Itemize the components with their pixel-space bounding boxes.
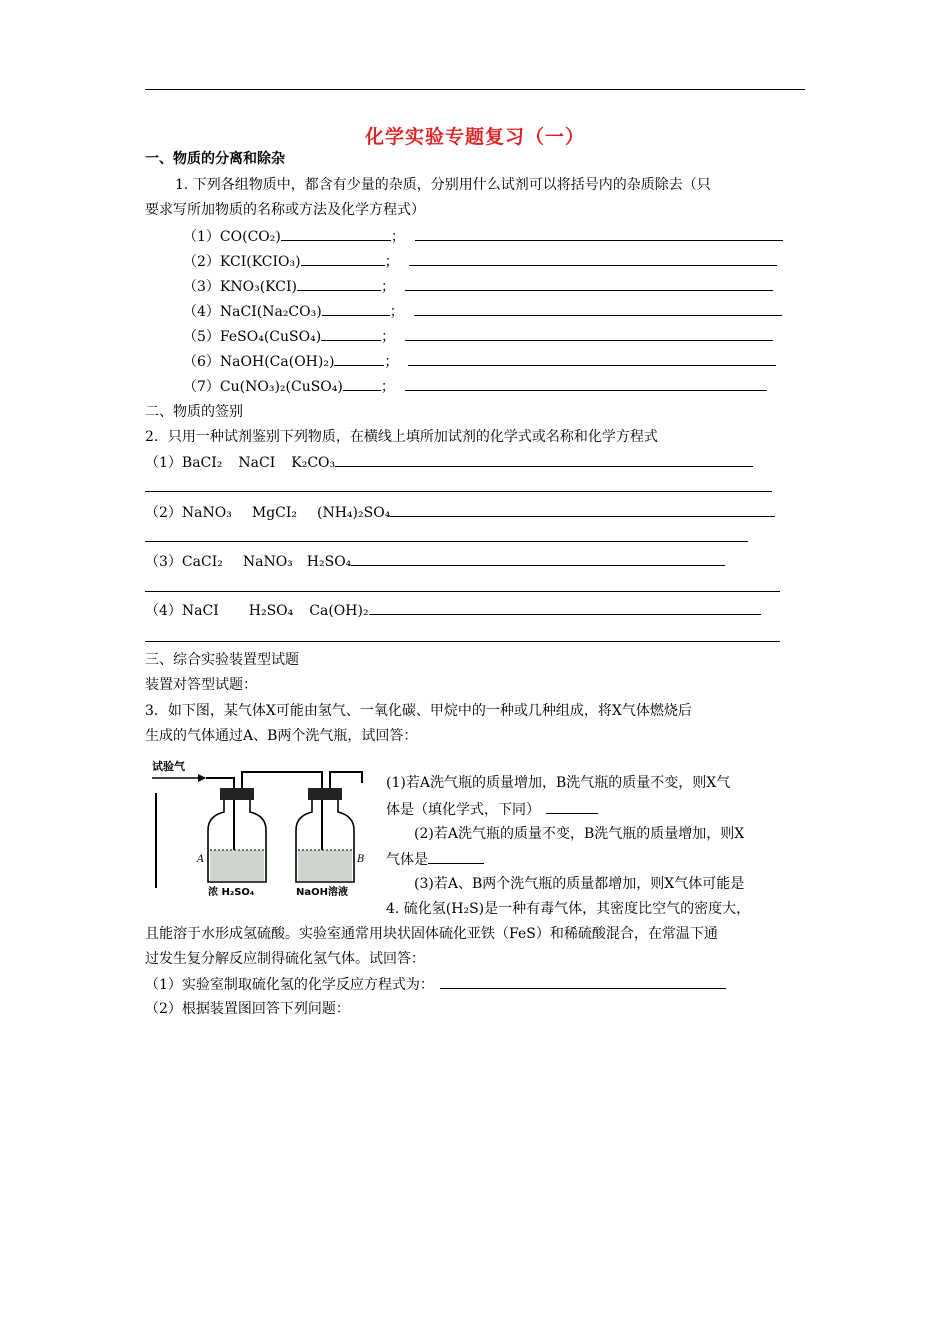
q3-part1-line2: 体是（填化学式，下同）: [386, 798, 598, 821]
bottle-b-caption: NaOH溶液: [296, 887, 348, 898]
section3-heading: 三、综合实验装置型试题: [145, 652, 299, 668]
q4-sub2: （2）根据装置图回答下列问题：: [145, 1001, 350, 1017]
page-title: 化学实验专题复习（一）: [364, 126, 585, 148]
stopper-a: [220, 788, 254, 800]
answer-blank[interactable]: [390, 501, 775, 517]
section1-heading: 一、物质的分离和除杂: [145, 151, 285, 167]
q1-item-2: （2）KCI(KCIO₃) ；: [183, 250, 777, 273]
section2-heading: 二、物质的签别: [145, 404, 243, 420]
q1-text-line1: 1. 下列各组物质中，都含有少量的杂质，分别用什么试剂可以将括号内的杂质除去（只: [175, 177, 711, 193]
answer-blank[interactable]: [281, 225, 391, 241]
answer-blank[interactable]: [415, 225, 783, 241]
q4-sub1: （1）实验室制取硫化氢的化学反应方程式为：: [145, 973, 726, 996]
q4-text-line3: 过发生复分解反应制得硫化氢气体。试回答：: [145, 951, 425, 967]
answer-blank[interactable]: [343, 375, 381, 391]
q2-item-4: （4）NaCI H₂SO₄ Ca(OH)₂: [145, 599, 761, 622]
q3-text-line1: 3．如下图，某气体X可能由氢气、一氧化碳、甲烷中的一种或几种组成，将X气体燃烧后: [145, 703, 692, 719]
answer-line[interactable]: [145, 641, 780, 642]
q1-item-4: （4）NaCI(Na₂CO₃) ；: [183, 300, 782, 323]
q3-part2-line1: (2)若A洗气瓶的质量不变，B洗气瓶的质量增加，则X: [414, 826, 745, 842]
answer-blank[interactable]: [369, 599, 761, 615]
stopper-b: [308, 788, 342, 800]
q3-text-line2: 生成的气体通过A、B两个洗气瓶，试回答：: [145, 728, 418, 744]
liquid-b: [298, 850, 352, 881]
q1-item-5: （5）FeSO₄(CuSO₄) ；: [183, 325, 773, 348]
answer-blank[interactable]: [334, 350, 384, 366]
bottle-a-caption: 浓 H₂SO₄: [208, 887, 255, 898]
answer-blank[interactable]: [405, 325, 773, 341]
q3-part2-line2: 气体是: [386, 848, 484, 871]
answer-blank[interactable]: [335, 451, 753, 467]
answer-blank[interactable]: [301, 250, 385, 266]
q1-item-6: （6）NaOH(Ca(OH)₂) ；: [183, 350, 776, 373]
answer-blank[interactable]: [405, 375, 767, 391]
answer-blank[interactable]: [414, 300, 782, 316]
q1-text-line2: 要求写所加物质的名称或方法及化学方程式）: [145, 202, 425, 218]
header-rule: [145, 89, 805, 90]
answer-line[interactable]: [145, 591, 780, 592]
answer-line[interactable]: [145, 491, 772, 492]
answer-blank[interactable]: [428, 848, 484, 864]
section3-subheading: 装置对答型试题：: [145, 677, 257, 693]
q4-text-line1: 4. 硫化氢(H₂S)是一种有毒气体，其密度比空气的密度大，: [386, 901, 751, 917]
gas-washing-bottles-figure: [150, 758, 378, 898]
answer-blank[interactable]: [440, 973, 726, 989]
liquid-a: [210, 850, 264, 881]
answer-blank[interactable]: [297, 275, 381, 291]
q1-item-3: （3）KNO₃(KCI) ；: [183, 275, 773, 298]
figure-label-b: B: [357, 854, 365, 865]
q2-item-2: （2）NaNO₃ MgCI₂ (NH₄)₂SO₄: [145, 501, 775, 524]
q3-part3: (3)若A、B两个洗气瓶的质量都增加，则X气体可能是: [414, 876, 745, 892]
q2-text: 2．只用一种试剂鉴别下列物质，在横线上填所加试剂的化学式或名称和化学方程式: [145, 429, 658, 445]
figure-label-a: A: [197, 854, 205, 865]
answer-blank[interactable]: [405, 275, 773, 291]
answer-blank[interactable]: [351, 550, 725, 566]
q1-item-1: （1）CO(CO₂) ；: [183, 225, 783, 248]
answer-line[interactable]: [145, 541, 748, 542]
q2-item-1: （1）BaCI₂ NaCI K₂CO₃: [145, 451, 753, 474]
q1-item-7: （7）Cu(NO₃)₂(CuSO₄) ；: [183, 375, 767, 398]
q2-item-3: （3）CaCI₂ NaNO₃ H₂SO₄: [145, 550, 725, 573]
answer-blank[interactable]: [322, 300, 390, 316]
answer-blank[interactable]: [321, 325, 381, 341]
answer-blank[interactable]: [408, 350, 776, 366]
answer-blank[interactable]: [546, 798, 598, 814]
figure-gas-label: 试验气: [152, 760, 185, 773]
q4-text-line2: 且能溶于水形成氢硫酸。实验室通常用块状固体硫化亚铁（FeS）和稀硫酸混合，在常温下通: [145, 926, 718, 942]
answer-blank[interactable]: [409, 250, 777, 266]
q3-part1-line1: (1)若A洗气瓶的质量增加，B洗气瓶的质量不变，则X气: [386, 775, 731, 791]
